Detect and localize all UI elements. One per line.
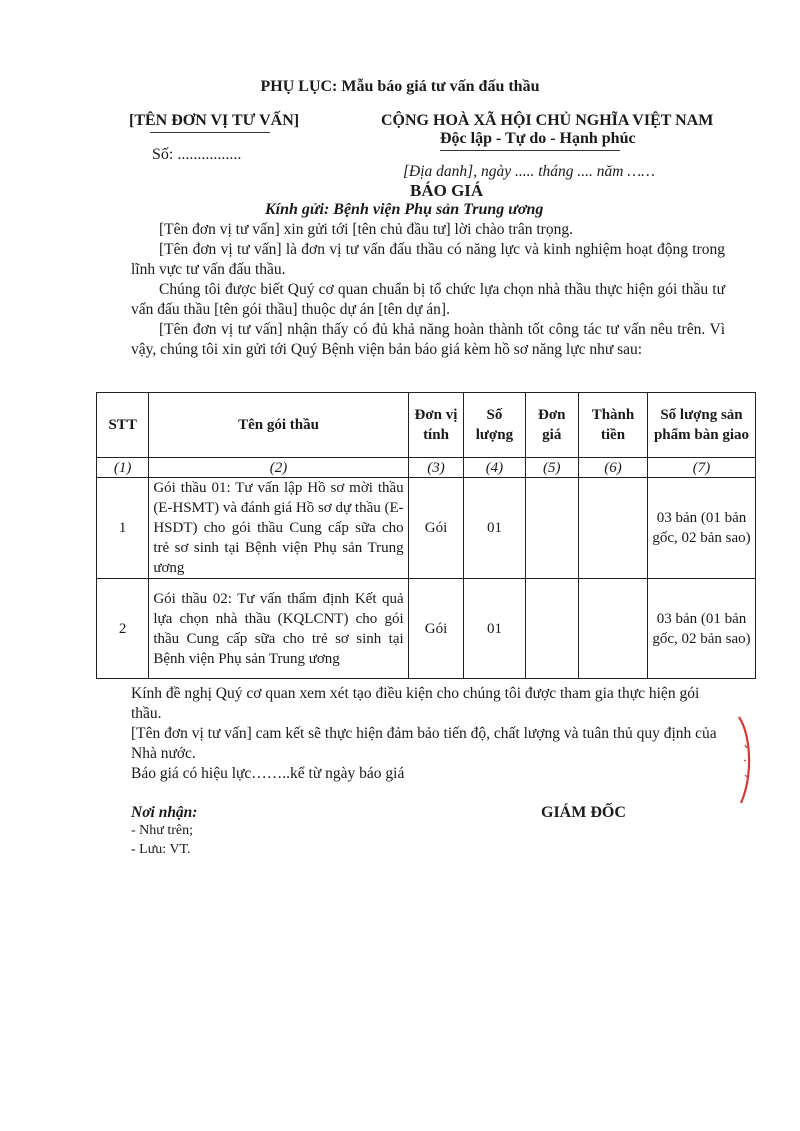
row-stt: 2 xyxy=(97,579,149,679)
paragraph-offer: [Tên đơn vị tư vấn] nhận thấy có đủ khả năng hoàn thành tốt công tác tư vấn nêu trên. Vì vậy, chúng tôi xin gửi tới Quý Bệnh viện bản báo giá kèm hồ sơ năng lực như sau: xyxy=(131,321,725,358)
recipients-label: Nơi nhận: xyxy=(131,804,198,821)
index-cell: (2) xyxy=(149,458,408,478)
table-row xyxy=(97,579,756,679)
index-cell: (1) xyxy=(97,458,149,478)
row-deliverables: 03 bản (01 bản gốc, 02 bản sao) xyxy=(647,579,755,679)
closing-paragraphs xyxy=(131,684,725,784)
index-cell: (5) xyxy=(525,458,578,478)
motto-underline xyxy=(440,150,620,151)
doc-title: BÁO GIÁ xyxy=(410,181,484,200)
consultant-unit: [TÊN ĐƠN VỊ TƯ VẤN] xyxy=(129,112,300,129)
recipient-item: - Như trên; xyxy=(131,823,194,838)
index-cell: (3) xyxy=(408,458,464,478)
place-date: [Địa danh], ngày ..... tháng .... năm …… xyxy=(403,163,655,180)
closing-commitment: [Tên đơn vị tư vấn] cam kết sẽ thực hiện đảm bảo tiến độ, chất lượng và tuân thủ quy định của Nhà nước. xyxy=(131,725,717,762)
nation-title: CỘNG HOÀ XÃ HỘI CHỦ NGHĨA VIỆT NAM xyxy=(381,112,714,129)
header-total: Thành tiền xyxy=(578,393,647,458)
row-package-name: Gói thầu 01: Tư vấn lập Hồ sơ mời thầu (E-HSMT) và đánh giá Hồ sơ dự thầu (E-HSDT) cho gói thầu Cung cấp sữa cho trẻ sơ sinh tại Bệnh viện Phụ sản Trung ương xyxy=(149,478,408,579)
row-deliverables: 03 bản (01 bản gốc, 02 bản sao) xyxy=(647,478,755,579)
consultant-unit-underline xyxy=(150,132,270,133)
row-unit: Gói xyxy=(408,579,464,679)
paragraph-greeting: [Tên đơn vị tư vấn] xin gửi tới [tên chủ đầu tư] lời chào trân trọng. xyxy=(159,221,573,238)
intro-paragraphs xyxy=(131,220,725,360)
table-row xyxy=(97,478,756,579)
table-index-row xyxy=(97,458,756,478)
appendix-title: PHỤ LỤC: Mẫu báo giá tư vấn đấu thầu xyxy=(260,78,540,95)
closing-request: Kính đề nghị Quý cơ quan xem xét tạo điều kiện cho chúng tôi được tham gia thực hiện gói thầu. xyxy=(131,685,700,722)
row-unit-price xyxy=(525,478,578,579)
motto: Độc lập - Tự do - Hạnh phúc xyxy=(440,130,636,147)
row-total xyxy=(578,579,647,679)
recipient-item: - Lưu: VT. xyxy=(131,842,191,857)
row-package-name: Gói thầu 02: Tư vấn thẩm định Kết quả lựa chọn nhà thầu (KQLCNT) cho gói thầu Cung cấp sữa cho trẻ sơ sinh tại Bệnh viện Phụ sản Trung ương xyxy=(149,579,408,679)
row-stt: 1 xyxy=(97,478,149,579)
header-deliverables: Số lượng sản phẩm bàn giao xyxy=(647,393,755,458)
signer-title: GIÁM ĐỐC xyxy=(541,804,626,821)
row-quantity: 01 xyxy=(464,478,525,579)
table-header-row xyxy=(97,393,756,458)
index-cell: (6) xyxy=(578,458,647,478)
row-unit-price xyxy=(525,579,578,679)
index-cell: (4) xyxy=(464,458,525,478)
row-unit: Gói xyxy=(408,478,464,579)
header-quantity: Số lượng xyxy=(464,393,525,458)
recipient-text: Kính gửi: Bệnh viện Phụ sản Trung ương xyxy=(265,201,544,218)
header-unit: Đơn vị tính xyxy=(408,393,464,458)
paragraph-awareness: Chúng tôi được biết Quý cơ quan chuẩn bị tổ chức lựa chọn nhà thầu thực hiện gói thầu tư vấn đấu thầu [tên gói thầu] thuộc dự án [tên dự án]. xyxy=(131,281,725,318)
header-unit-price: Đơn giá xyxy=(525,393,578,458)
recipient-line xyxy=(265,201,543,219)
index-cell: (7) xyxy=(647,458,755,478)
quote-table xyxy=(96,392,756,679)
header-package-name: Tên gói thầu xyxy=(149,393,408,458)
row-quantity: 01 xyxy=(464,579,525,679)
closing-validity: Báo giá có hiệu lực……..kể từ ngày báo giá xyxy=(131,765,405,782)
doc-number: Số: ................ xyxy=(152,146,242,163)
stamp-edge-mark xyxy=(735,715,761,805)
row-total xyxy=(578,478,647,579)
header-stt: STT xyxy=(97,393,149,458)
paragraph-capability: [Tên đơn vị tư vấn] là đơn vị tư vấn đấu thầu có năng lực và kinh nghiệm hoạt động trong lĩnh vực tư vấn đấu thầu. xyxy=(131,241,725,278)
